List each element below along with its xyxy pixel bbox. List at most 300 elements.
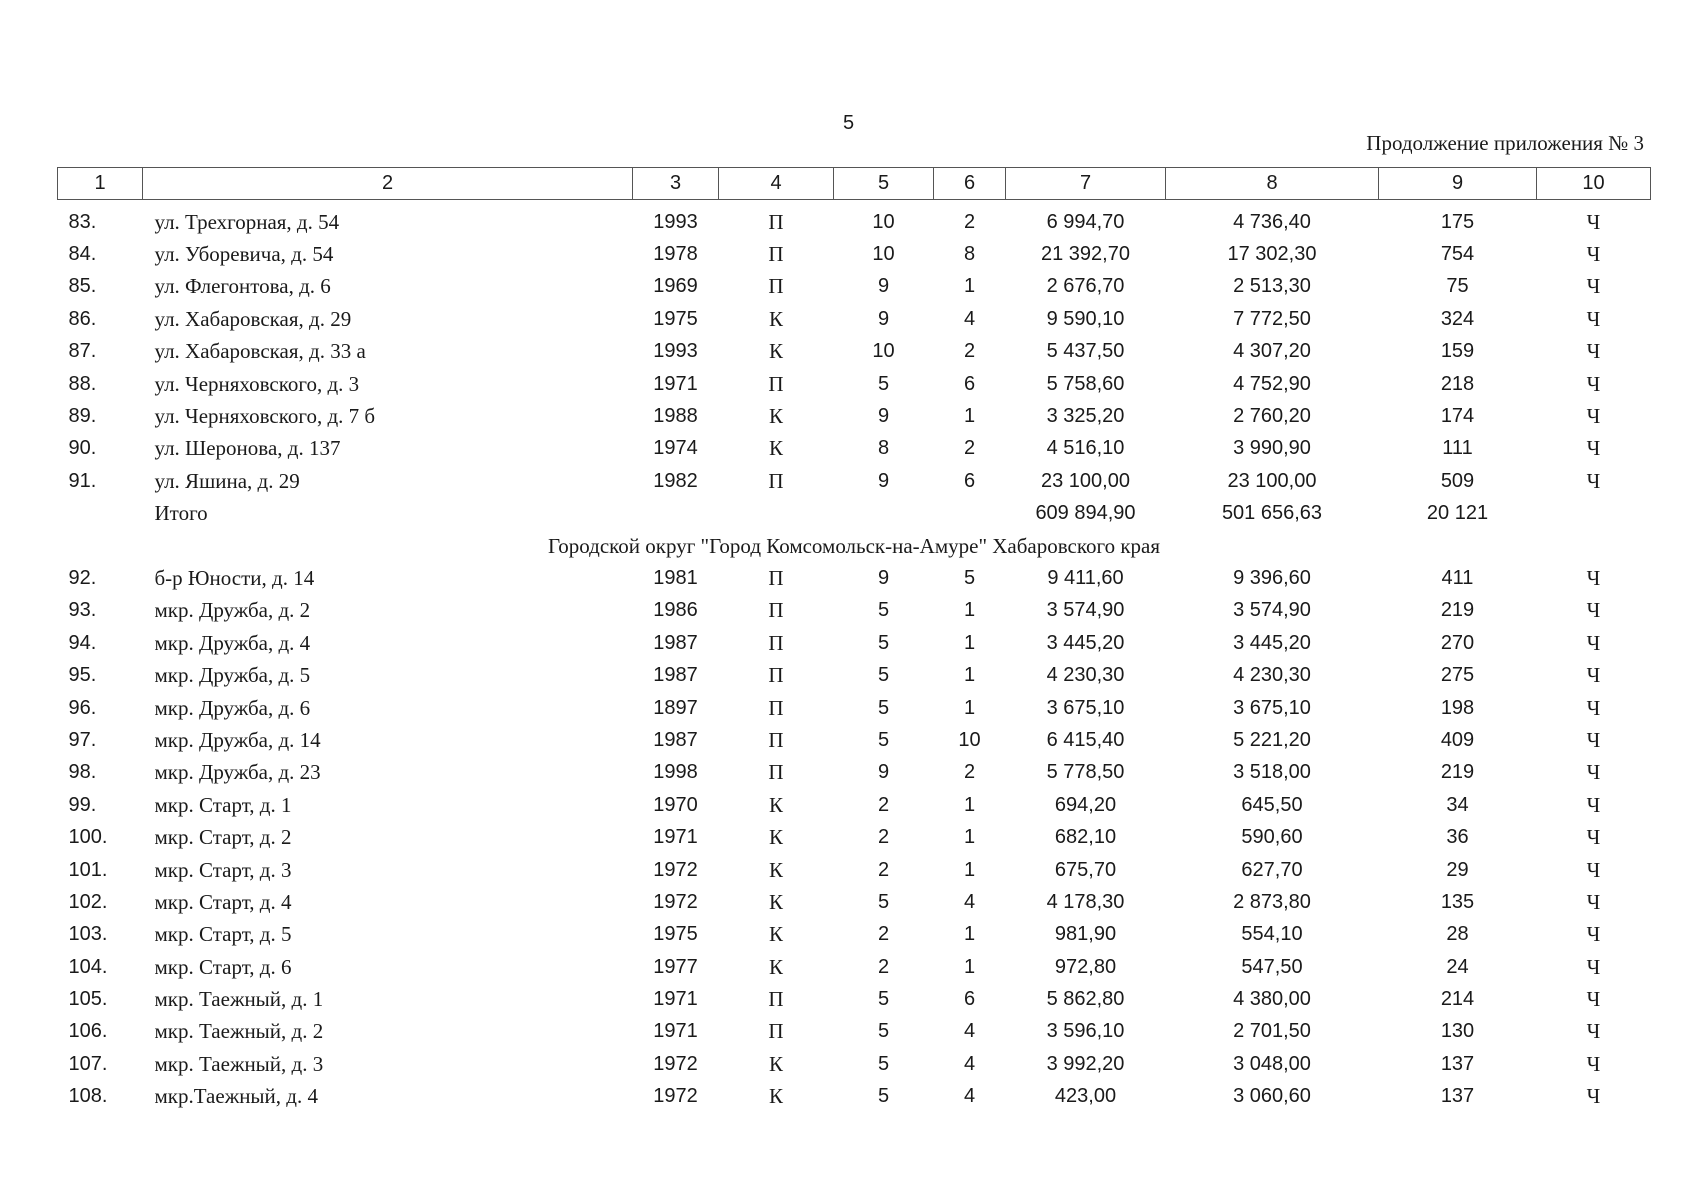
floors-cell: 9 [877,469,890,492]
year-cell: 1986 [653,599,698,622]
entrances-cell: 2 [963,340,976,363]
row-number: 100. [68,826,108,849]
residents-cell: 214 [1440,988,1475,1011]
residents-cell: 275 [1440,664,1475,687]
ownership-cell: Ч [1586,339,1601,364]
address-cell: ул. Хабаровская, д. 33 а [154,339,366,364]
wall-material-cell: П [768,209,784,234]
year-cell: 1998 [653,761,698,784]
address-cell: мкр. Дружба, д. 6 [154,695,311,720]
residents-cell: 270 [1440,631,1475,654]
total-area-cell: 6 994,70 [1046,210,1125,233]
year-cell: 1972 [653,890,698,913]
living-area-sum: 501 656,63 [1221,502,1323,525]
floors-cell: 5 [877,1052,890,1075]
entrances-cell: 4 [963,1085,976,1108]
empty-cell [834,498,934,530]
residents-cell: 324 [1440,307,1475,330]
living-area-cell: 3 518,00 [1233,761,1311,784]
header-col-2: 2 [143,168,633,200]
total-area-cell: 981,90 [1054,923,1117,946]
floors-cell: 5 [877,728,890,751]
ownership-cell: Ч [1586,889,1601,914]
entrances-cell: 5 [963,566,976,589]
floors-cell: 10 [872,243,895,266]
entrances-cell: 4 [963,307,976,330]
total-area-cell: 3 445,20 [1046,631,1125,654]
wall-material-cell: К [768,857,783,882]
floors-cell: 2 [877,955,890,978]
entrances-cell: 1 [963,955,976,978]
table-body [58,200,1651,1113]
total-area-cell: 694,20 [1054,793,1117,816]
address-cell: мкр. Таежный, д. 3 [154,1051,324,1076]
ownership-cell: Ч [1586,695,1601,720]
row-number: 90. [68,437,97,460]
ownership-cell: Ч [1586,468,1601,493]
header-col-1: 1 [58,168,143,200]
table-row [58,465,1651,497]
floors-cell: 2 [877,858,890,881]
ownership-cell: Ч [1586,987,1601,1012]
table-row [58,595,1651,627]
ownership-cell: Ч [1586,404,1601,429]
year-cell: 1897 [653,696,698,719]
ownership-cell: Ч [1586,792,1601,817]
residents-cell: 29 [1446,858,1469,881]
page-number: 5 [842,112,855,134]
ownership-cell: Ч [1586,857,1601,882]
ownership-cell: Ч [1586,598,1601,623]
residents-cell: 175 [1440,210,1475,233]
address-cell: ул. Хабаровская, д. 29 [154,306,352,331]
address-cell: мкр. Дружба, д. 23 [154,760,321,785]
wall-material-cell: П [768,468,784,493]
floors-cell: 5 [877,1085,890,1108]
address-cell: мкр. Старт, д. 4 [154,889,292,914]
living-area-cell: 627,70 [1241,858,1303,881]
table-row [58,200,1651,239]
entrances-cell: 2 [963,210,976,233]
row-number: 88. [68,372,97,395]
housing-register-table [57,167,1651,1113]
wall-material-cell: К [768,1084,783,1109]
year-cell: 1981 [653,566,698,589]
table-row [58,303,1651,335]
living-area-cell: 2 873,80 [1233,890,1311,913]
empty-cell [934,498,1006,530]
wall-material-cell: К [768,436,783,461]
floors-cell: 10 [872,340,895,363]
row-number: 87. [68,340,97,363]
wall-material-cell: К [768,954,783,979]
entrances-cell: 8 [963,243,976,266]
living-area-cell: 3 048,00 [1233,1052,1311,1075]
wall-material-cell: П [768,630,784,655]
year-cell: 1993 [653,210,698,233]
total-area-cell: 3 675,10 [1046,696,1125,719]
row-number: 106. [68,1020,108,1043]
total-area-cell: 3 325,20 [1046,405,1125,428]
floors-cell: 5 [877,890,890,913]
table-row [58,983,1651,1015]
header-row [58,168,1651,200]
row-number: 105. [68,988,108,1011]
floors-cell: 5 [877,664,890,687]
total-area-cell: 5 862,80 [1046,988,1125,1011]
year-cell: 1975 [653,923,698,946]
row-number: 89. [68,405,97,428]
table-row [58,757,1651,789]
section-title: Городской округ "Город Комсомольск-на-Амуре" Хабаровского края [547,533,1161,558]
wall-material-cell: К [768,339,783,364]
residents-cell: 130 [1440,1020,1475,1043]
ownership-cell: Ч [1586,922,1601,947]
total-area-cell: 4 230,30 [1046,664,1125,687]
address-cell: ул. Черняховского, д. 3 [154,371,360,396]
appendix-continuation-label: Продолжение приложения № 3 [1366,131,1644,155]
total-area-cell: 3 992,20 [1046,1052,1125,1075]
total-label: Итого [154,501,208,526]
table-row [58,659,1651,691]
entrances-cell: 2 [963,761,976,784]
living-area-cell: 4 307,20 [1233,340,1311,363]
table-row [58,400,1651,432]
ownership-cell: Ч [1586,1084,1601,1109]
address-cell: мкр. Дружба, д. 2 [154,598,311,623]
wall-material-cell: П [768,242,784,267]
residents-cell: 137 [1440,1085,1475,1108]
total-area-cell: 9 590,10 [1046,307,1125,330]
row-number: 84. [68,243,97,266]
year-cell: 1972 [653,1052,698,1075]
residents-cell: 135 [1440,890,1475,913]
table-row [58,336,1651,368]
living-area-cell: 554,10 [1241,923,1303,946]
total-area-cell: 9 411,60 [1047,566,1124,589]
ownership-cell: Ч [1586,727,1601,752]
total-area-sum: 609 894,90 [1035,502,1136,525]
total-area-cell: 423,00 [1054,1085,1117,1108]
entrances-cell: 6 [963,469,976,492]
year-cell: 1982 [653,469,698,492]
year-cell: 1987 [653,631,698,654]
ownership-cell: Ч [1586,825,1601,850]
entrances-cell: 2 [963,437,976,460]
wall-material-cell: П [768,565,784,590]
total-area-cell: 6 415,40 [1046,728,1125,751]
floors-cell: 2 [877,923,890,946]
row-number: 98. [68,761,97,784]
table-row [58,1048,1651,1080]
address-cell: мкр. Таежный, д. 2 [154,1019,324,1044]
total-area-cell: 675,70 [1054,858,1117,881]
year-cell: 1978 [653,243,698,266]
wall-material-cell: П [768,1019,784,1044]
floors-cell: 2 [877,793,890,816]
living-area-cell: 590,60 [1241,826,1303,849]
wall-material-cell: К [768,306,783,331]
row-number: 99. [68,793,97,816]
year-cell: 1971 [653,988,698,1011]
entrances-cell: 10 [958,728,981,751]
row-number: 104. [68,955,108,978]
row-number: 91. [68,469,97,492]
row-number: 102. [68,890,108,913]
residents-cell: 198 [1440,696,1475,719]
total-area-cell: 3 574,90 [1046,599,1125,622]
row-number: 108. [68,1085,108,1108]
living-area-cell: 2 513,30 [1233,275,1311,298]
total-area-cell: 5 778,50 [1046,761,1125,784]
living-area-cell: 4 380,00 [1233,988,1311,1011]
table-row [58,821,1651,853]
living-area-cell: 645,50 [1241,793,1303,816]
year-cell: 1974 [653,437,698,460]
address-cell: ул. Яшина, д. 29 [154,468,300,493]
ownership-cell: Ч [1586,371,1601,396]
row-number: 96. [68,696,97,719]
living-area-cell: 17 302,30 [1227,243,1317,266]
wall-material-cell: П [768,987,784,1012]
table-row [58,886,1651,918]
year-cell: 1971 [653,826,698,849]
ownership-cell: Ч [1586,209,1601,234]
entrances-cell: 1 [963,599,976,622]
total-area-cell: 972,80 [1054,955,1117,978]
wall-material-cell: П [768,760,784,785]
table-row [58,433,1651,465]
table-row [58,789,1651,821]
table-header [58,168,1651,200]
wall-material-cell: П [768,727,784,752]
wall-material-cell: П [768,598,784,623]
ownership-cell: Ч [1586,1019,1601,1044]
floors-cell: 5 [877,696,890,719]
entrances-cell: 1 [963,793,976,816]
header-col-9: 9 [1379,168,1537,200]
table-row [58,692,1651,724]
wall-material-cell: П [768,695,784,720]
living-area-cell: 7 772,50 [1233,307,1311,330]
address-cell: ул. Шеронова, д. 137 [154,436,341,461]
address-cell: ул. Трехгорная, д. 54 [154,209,340,234]
wall-material-cell: К [768,889,783,914]
year-cell: 1969 [653,275,698,298]
total-area-cell: 21 392,70 [1041,243,1130,266]
total-area-cell: 5 437,50 [1046,340,1125,363]
address-cell: мкр.Таежный, д. 4 [154,1084,318,1109]
year-cell: 1987 [653,728,698,751]
row-number: 92. [68,566,97,589]
table-row [58,724,1651,756]
empty-cell [58,498,143,530]
floors-cell: 2 [877,826,890,849]
row-number: 83. [68,210,97,233]
floors-cell: 5 [877,599,890,622]
year-cell: 1988 [653,405,698,428]
total-area-cell: 2 676,70 [1046,275,1125,298]
residents-cell: 36 [1446,826,1469,849]
residents-cell: 111 [1442,437,1473,460]
ownership-cell: Ч [1586,954,1601,979]
total-area-cell: 4 178,30 [1046,890,1125,913]
year-cell: 1971 [653,372,698,395]
entrances-cell: 6 [963,988,976,1011]
residents-cell: 219 [1440,761,1475,784]
residents-cell: 174 [1440,405,1475,428]
table-row [58,854,1651,886]
address-cell: б-р Юности, д. 14 [154,565,315,590]
ownership-cell: Ч [1586,274,1601,299]
ownership-cell: Ч [1586,242,1601,267]
total-area-cell: 4 516,10 [1046,437,1125,460]
residents-cell: 409 [1440,728,1475,751]
ownership-cell: Ч [1586,436,1601,461]
ownership-cell: Ч [1586,663,1601,688]
address-cell: ул. Флегонтова, д. 6 [154,274,331,299]
floors-cell: 5 [877,988,890,1011]
residents-cell: 159 [1440,340,1475,363]
living-area-cell: 3 445,20 [1233,631,1311,654]
residents-cell: 411 [1441,566,1474,589]
table-row [58,1016,1651,1048]
table-row [58,368,1651,400]
wall-material-cell: П [768,663,784,688]
entrances-cell: 1 [963,858,976,881]
entrances-cell: 1 [963,923,976,946]
year-cell: 1971 [653,1020,698,1043]
year-cell: 1993 [653,340,698,363]
living-area-cell: 3 060,60 [1233,1085,1311,1108]
entrances-cell: 1 [963,405,976,428]
residents-cell: 75 [1446,275,1469,298]
table-row [58,271,1651,303]
table-row [58,951,1651,983]
address-cell: мкр. Дружба, д. 4 [154,630,311,655]
living-area-cell: 4 736,40 [1233,210,1311,233]
residents-cell: 137 [1440,1052,1475,1075]
living-area-cell: 4 752,90 [1233,372,1311,395]
floors-cell: 10 [872,210,895,233]
residents-cell: 34 [1446,793,1469,816]
address-cell: ул. Черняховского, д. 7 б [154,404,376,429]
living-area-cell: 9 396,60 [1233,566,1311,589]
empty-cell [719,498,834,530]
total-area-cell: 5 758,60 [1046,372,1125,395]
header-col-7: 7 [1006,168,1166,200]
address-cell: мкр. Старт, д. 5 [154,922,292,947]
floors-cell: 9 [877,307,890,330]
address-cell: ул. Уборевича, д. 54 [154,242,334,267]
section-row [58,530,1651,562]
wall-material-cell: П [768,274,784,299]
residents-cell: 28 [1446,923,1469,946]
wall-material-cell: К [768,825,783,850]
row-number: 94. [68,631,97,654]
entrances-cell: 1 [963,664,976,687]
address-cell: мкр. Дружба, д. 14 [154,727,321,752]
wall-material-cell: К [768,922,783,947]
table-row [58,562,1651,594]
row-number: 86. [68,307,97,330]
empty-cell [1537,498,1651,530]
header-col-8: 8 [1166,168,1379,200]
living-area-cell: 3 574,90 [1233,599,1311,622]
year-cell: 1977 [653,955,698,978]
ownership-cell: Ч [1586,1051,1601,1076]
wall-material-cell: П [768,371,784,396]
address-cell: мкр. Дружба, д. 5 [154,663,311,688]
floors-cell: 5 [877,1020,890,1043]
residents-cell: 509 [1440,469,1475,492]
living-area-cell: 5 221,20 [1233,728,1311,751]
year-cell: 1975 [653,307,698,330]
address-cell: мкр. Таежный, д. 1 [154,987,324,1012]
living-area-cell: 3 675,10 [1233,696,1311,719]
floors-cell: 9 [877,566,890,589]
entrances-cell: 1 [963,631,976,654]
residents-cell: 218 [1440,372,1475,395]
ownership-cell: Ч [1586,565,1601,590]
table-row [58,1081,1651,1113]
ownership-cell: Ч [1586,630,1601,655]
header-col-4: 4 [719,168,834,200]
row-number: 107. [68,1052,108,1075]
header-col-5: 5 [834,168,934,200]
table-row [58,919,1651,951]
ownership-cell: Ч [1586,306,1601,331]
year-cell: 1972 [653,858,698,881]
entrances-cell: 4 [963,890,976,913]
row-number: 93. [68,599,97,622]
wall-material-cell: К [768,404,783,429]
living-area-cell: 3 990,90 [1233,437,1311,460]
table-row [58,627,1651,659]
residents-cell: 754 [1440,243,1475,266]
year-cell: 1987 [653,664,698,687]
living-area-cell: 2 701,50 [1233,1020,1311,1043]
header-col-3: 3 [633,168,719,200]
address-cell: мкр. Старт, д. 2 [154,825,292,850]
floors-cell: 5 [877,372,890,395]
row-number: 95. [68,664,97,687]
row-number: 103. [68,923,108,946]
floors-cell: 9 [877,761,890,784]
floors-cell: 5 [877,631,890,654]
living-area-cell: 547,50 [1241,955,1303,978]
entrances-cell: 1 [963,826,976,849]
wall-material-cell: К [768,792,783,817]
floors-cell: 9 [877,275,890,298]
floors-cell: 9 [877,405,890,428]
living-area-cell: 4 230,30 [1233,664,1311,687]
floors-cell: 8 [877,437,890,460]
total-area-cell: 3 596,10 [1046,1020,1125,1043]
row-number: 97. [68,728,97,751]
residents-cell: 219 [1440,599,1475,622]
wall-material-cell: К [768,1051,783,1076]
residents-cell: 24 [1446,955,1469,978]
entrances-cell: 6 [963,372,976,395]
address-cell: мкр. Старт, д. 1 [154,792,292,817]
row-number: 101. [68,858,108,881]
year-cell: 1970 [653,793,698,816]
total-area-cell: 682,10 [1054,826,1117,849]
residents-sum: 20 121 [1426,502,1489,525]
entrances-cell: 4 [963,1052,976,1075]
row-number: 85. [68,275,97,298]
